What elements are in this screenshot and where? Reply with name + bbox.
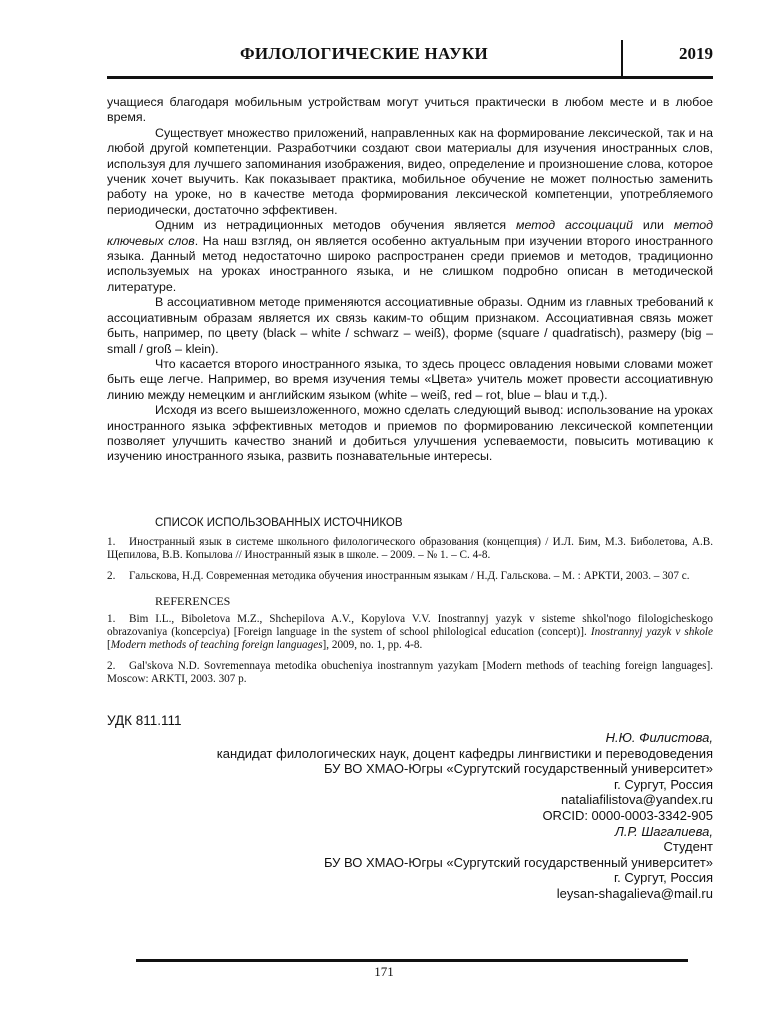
source-item xyxy=(107,536,713,562)
footer-rule xyxy=(136,959,688,962)
author2-organization: БУ ВО ХМАО-Югры «Сургутский государственный университет» xyxy=(323,854,713,870)
journal-section-title: ФИЛОЛОГИЧЕСКИЕ НАУКИ xyxy=(239,44,489,63)
journal-year: 2019 xyxy=(679,44,713,63)
paragraph-3-part-b: или xyxy=(632,218,674,233)
paragraph-4: В ассоциативном методе применяются ассоциативные образы. Одним из главных требований к ассоциативным образам является их связь каким-то общим признаком. Ассоциативная связь может быть, например, по цвету (black – white / schwarz – weiß), форме (square / quadratisch), размеру (big – small / groß – klein). xyxy=(107,295,713,356)
reference-item xyxy=(107,613,713,652)
reference-journal: Inostrannyj yazyk v shkole xyxy=(590,626,713,638)
author1-email[interactable]: nataliafilistova@yandex.ru xyxy=(561,792,713,808)
source-text: Гальскова, Н.Д. Современная методика обучения иностранным языкам / Н.Д. Гальскова. – М. : АРКТИ, 2003. – 307 с. xyxy=(129,570,690,582)
bibliography xyxy=(107,517,713,694)
page-number: 171 xyxy=(374,964,394,979)
paragraph-6: Исходя из всего вышеизложенного, можно сделать следующий вывод: использование на уроках иностранного языка эффективных методов и приемов по формированию лексической компетенции позволяет улучшить качество знаний и добиться улучшения успеваемости, повысить мотивацию к изучению иностранного языка, развить познавательные интересы. xyxy=(107,403,713,464)
next-article-header xyxy=(107,713,713,902)
reference-number: 1. xyxy=(107,613,116,625)
source-number: 2. xyxy=(107,570,116,582)
references-heading: REFERENCES xyxy=(155,594,231,608)
author1-orcid: ORCID: 0000-0003-3342-905 xyxy=(542,807,713,823)
reference-text-a: Bim I.L., Biboletova M.Z., Shchepilova A.V., Kopylova V.V. Inostrannyj yazyk v sisteme shkol'nogo filologicheskogo obrazovaniya (koncepciya) [Foreign language in the system of school philological education (concept)]. xyxy=(107,613,713,638)
reference-item xyxy=(107,660,713,686)
author2-name: Л.Р. Шагалиева, xyxy=(614,823,713,839)
source-number: 1. xyxy=(107,536,116,548)
header-rule xyxy=(107,76,713,79)
author1-position: кандидат филологических наук, доцент кафедры лингвистики и переводоведения xyxy=(216,745,713,761)
reference-text-b: [ xyxy=(107,639,111,651)
paragraph-3-part-c: . На наш взгляд, он является особенно актуальным при изучении второго иностранного языка. Данный метод недостаточно широко распространен среди приемов и методов, традиционно используемых на уроках иностранного языка, и не слишком подробно описан в методической литературе. xyxy=(107,233,713,294)
term-keyword-method: метод ключевых слов xyxy=(107,218,713,248)
source-text: Иностранный язык в системе школьного филологического образования (концепция) / И.Л. Бим, М.З. Биболетова, А.В. Щепилова, В.В. Копылова // Иностранный язык в школе. – 2009. – № 1. – С. 4-8. xyxy=(107,536,713,561)
reference-text: Gal'skova N.D. Sovremennaya metodika obucheniya inostrannym yazykam [Modern methods of teaching foreign languages]. Moscow: ARKTI, 2003. 307 p. xyxy=(107,660,713,685)
udk-code: УДК 811.111 xyxy=(107,713,182,728)
paragraph-1: учащиеся благодаря мобильным устройствам могут учиться практически в любом месте и в любое время. xyxy=(107,95,713,125)
paragraph-3-part-a: Одним из нетрадиционных методов обучения является xyxy=(155,218,516,233)
author2-city: г. Сургут, Россия xyxy=(614,870,713,886)
author1-organization: БУ ВО ХМАО-Югры «Сургутский государственный университет» xyxy=(323,761,713,777)
paragraph-2: Существует множество приложений, направленных как на формирование лексической, так и на любой другой компетенции. Разработчики создают свои материалы для изучения иностранных слов, используя для лучшего запоминания изображения, видео, определение и произношение слова, которое ученик хочет выучить. Как показывает практика, мобильное обучение не может полностью заменить работу на уроке, но в качестве метода формирования лексической компетенции, употребляемого периодически, достаточно эффективен. xyxy=(107,125,713,217)
sources-heading: СПИСОК ИСПОЛЬЗОВАННЫХ ИСТОЧНИКОВ xyxy=(155,517,403,529)
article-body xyxy=(107,95,713,465)
author1-name: Н.Ю. Филистова, xyxy=(605,730,713,745)
author2-position: Студент xyxy=(663,839,713,855)
author1-city: г. Сургут, Россия xyxy=(614,776,713,792)
paragraph-5: Что касается второго иностранного языка, то здесь процесс овладения новыми словами может быть еще легче. Например, во время изучения темы «Цвета» учитель может провести ассоциативную линию между немецким и английским языком (white – weiß, red – rot, blue – blau и т.д.). xyxy=(107,356,713,402)
reference-text-c: ], 2009, no. 1, pp. 4-8. xyxy=(322,639,423,651)
reference-number: 2. xyxy=(107,660,116,672)
source-item xyxy=(107,570,713,583)
page-header xyxy=(107,44,713,84)
author2-email[interactable]: leysan-shagalieva@mail.ru xyxy=(556,885,713,901)
reference-journal-translation: Modern methods of teaching foreign languages xyxy=(110,639,323,651)
paragraph-3 xyxy=(107,218,713,295)
term-association-method: метод ассоциаций xyxy=(515,218,633,233)
